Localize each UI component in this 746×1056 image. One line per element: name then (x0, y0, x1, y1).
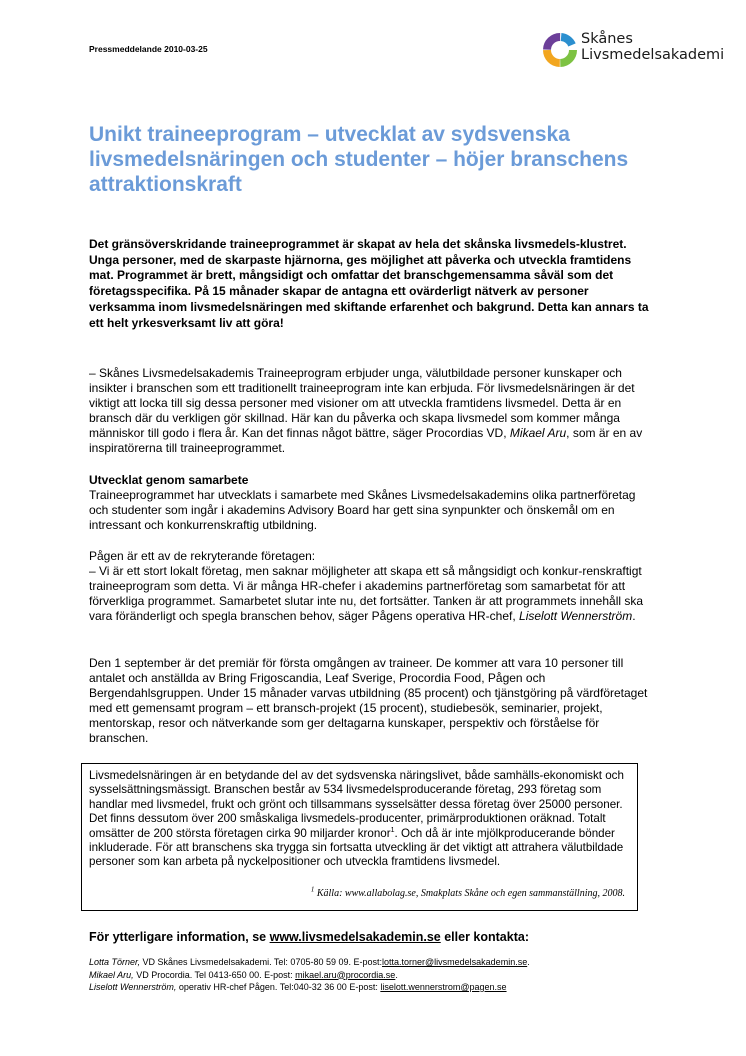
contact-email-link[interactable]: mikael.aru@procordia.se (295, 969, 396, 980)
contact-name: Liselott Wennerström, (89, 982, 177, 992)
quote1-tail: , som är en av inspiratörerna till traineeprogrammet. (89, 426, 643, 455)
factbox-text-b: . Och då är inte mjölkproducerande bönder inkluderade. För att branschens ska trygga sin fortsatta utveckling är det viktigt att attrahera välutbildade personer som kan arbeta på nyckelpositioner och utveckla framtidens livsmedel. (89, 826, 624, 869)
logo-line-2: Livsmedelsakademi (581, 47, 725, 63)
more-info-suffix: eller kontakta: (440, 930, 529, 944)
footnote-sup: 1 (310, 885, 315, 894)
contact-name: Mikael Aru, (89, 969, 134, 980)
factbox-text (89, 769, 631, 870)
headline: Unikt traineeprogram – utvecklat av sydsvenska livsmedelsnäringen och studenter – höjer branschens attraktionskraft (89, 123, 629, 196)
contact-end: . (395, 969, 398, 980)
footnote-text: Källa: www.allabolag.se, Smakplats Skåne och egen sammanställning, 2008. (314, 888, 625, 899)
quote2-tail: . (632, 609, 636, 623)
more-info-prefix: För ytterligare information, se (89, 930, 270, 944)
section-heading: Utvecklat genom samarbete (89, 473, 249, 487)
quote1-text: – Skånes Livsmedelsakademis Traineeprogram erbjuder unga, välutbildade personer kunskaper och insikter i branschen som ett traditionellt traineeprogram inte kan erbjuda. För livsmedelsnäringen är det viktigt att locka till sig dessa personer med visioner om att utveckla framtidens livsmedel. Detta är en bransch där du verkligen gör skillnad. Här kan du påverka och skapa livsmedel som kommer många människor till godo i flera år. Kan det finnas något bättre, säger Procordias VD, (89, 366, 635, 440)
website-link[interactable]: www.livsmedelsakademin.se (269, 930, 441, 944)
factbox-text-a: Livsmedelsnäringen är en betydande del av det sydsvenska näringslivet, både samhälls-ekonomiskt och sysselsättningsmässigt. Branschen består av 534 livsmedelsproducerande företag, 293 företag som handlar med livsmedel, frukt och grönt och tillsammans sysselsätter dessa företag över 25000 personer. Det finns dessutom över 200 småskaliga livsmedels-producenter, primärproduktionen oräknad. Totalt omsätter de 200 största företagen cirka 90 miljarder kronor (89, 769, 624, 840)
paragraph-september (89, 656, 654, 746)
contact-email-link[interactable]: liselott.wennerstrom@pagen.se (380, 982, 507, 992)
contact-end: . (527, 957, 530, 967)
more-info-line (89, 930, 529, 944)
factbox-footnote (89, 885, 625, 899)
logo-line-1: Skånes (581, 31, 633, 47)
lead-text: Det gränsöverskridande traineeprogrammet är skapat av hela det skånska livsmedels-klustret. Unga personer, med de skarpaste hjärnorna, ges möjlighet att påverka och utveckla framtidens mat. Programmet är brett, mångsidigt och omfattar det branschgemensamma såväl som det företagsspecifika. På 15 månader skapar de antagna ett ovärderligt nätverk av personer verksamma inom livsmedelsnäringen med skiftande erfarenhet och bakgrund. Detta kan annars ta ett helt yrkesverksamt liv att göra! (89, 237, 649, 330)
contact-details: operativ HR-chef Pågen. Tel:040-32 36 00 E-post: (176, 982, 381, 992)
contact-list (89, 956, 649, 994)
contact-name: Lotta Törner, (89, 957, 141, 967)
contact-row (89, 956, 649, 969)
quote2-intro: Pågen är ett av de rekryterande företagen: (89, 549, 316, 563)
quote2-person: Liselott Wennerström (519, 609, 633, 623)
quote1-person: Mikael Aru (509, 426, 567, 440)
paragraph-september-text: Den 1 september är det premiär för första omgången av traineer. De kommer att vara 10 personer till antalet och anställda av Bring Frigoscandia, Leaf Sverige, Procordia Food, Pågen och Bergendahlsgruppen. Under 15 månader varvas utbildning (85 procent) och tjänstgöring på värdföretaget med ett gemensamt program – ett bransch-projekt (15 procent), studiebesök, seminarier, projekt, mentorskap, resor och nätverkande som ger deltagarna kunskaper, perspektiv och förståelse för branschen. (89, 656, 648, 745)
quote-pagen (89, 549, 654, 624)
section-collaboration (89, 473, 654, 533)
logo-wordmark (581, 31, 724, 63)
contact-email-link[interactable]: lotta.torner@livsmedelsakademin.se (382, 957, 528, 967)
contact-row (89, 981, 649, 994)
press-release-date: Pressmeddelande 2010-03-25 (89, 44, 208, 54)
contact-details: VD Skånes Livsmedelsakademi. Tel: 0705-80 59 09. E-post: (140, 957, 382, 967)
contact-row (89, 969, 649, 982)
quote2-text: – Vi är ett stort lokalt företag, men saknar möjligheter att skapa ett så mångsidigt och konkur-renskraftigt traineeprogram som detta. Vi är många HR-chefer i akademins partnerföretag som samarbetat för att förverkliga programmet. Samarbetet slutar inte nu, det fortsätter. Tanken är att programmets innehåll ska vara föränderligt och spegla branschen behov, säger Pågens operativa HR-chef, (89, 564, 644, 623)
lead-paragraph (89, 237, 649, 331)
section-text: Traineeprogrammet har utvecklats i samarbete med Skånes Livsmedelsakademins olika partnerföretag och studenter som ingår i akademins Advisory Board har gett sina synpunkter och önskemål om en intressant och konkurrenskraftig utbildning. (89, 488, 636, 532)
contact-details: VD Procordia. Tel 0413-650 00. E-post: (133, 969, 296, 980)
factbox-sup: 1 (390, 826, 395, 834)
quote-procordia (89, 366, 654, 456)
